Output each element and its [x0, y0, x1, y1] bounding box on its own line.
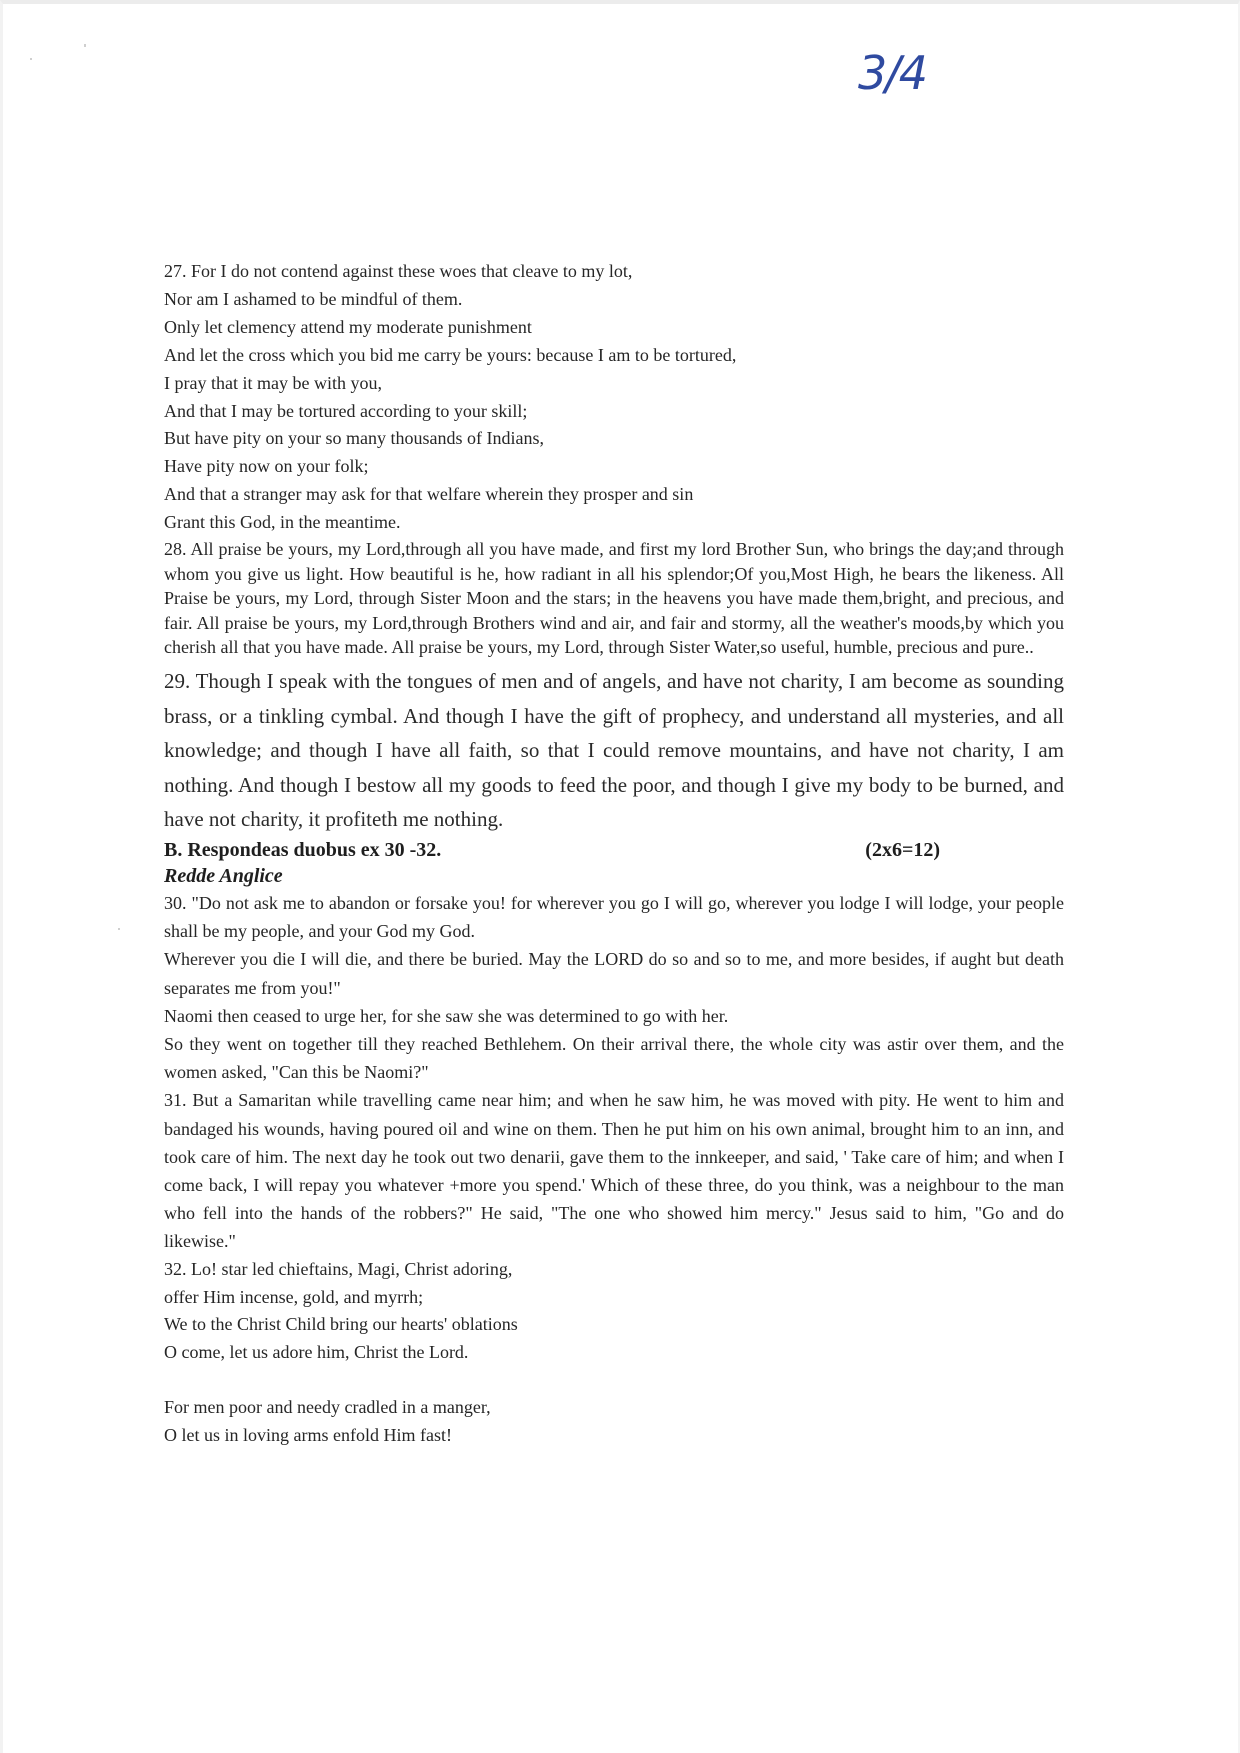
q30-paragraph: So they went on together till they reached Bethlehem. On their arrival there, the whole city was astir over them, and the women asked, "Can this be Naomi?": [164, 1034, 1064, 1083]
q27-line: Only let clemency attend my moderate punishment: [164, 316, 532, 337]
q32-line: offer Him incense, gold, and myrrh;: [164, 1286, 424, 1307]
q32-line: O let us in loving arms enfold Him fast!: [164, 1425, 452, 1446]
q27-line: 27. For I do not contend against these woes that cleave to my lot,: [164, 261, 633, 281]
question-29: 29. Though I speak with the tongues of men and of angels, and have not charity, I am become as sounding brass, or a tinkling cymbal. And though I have the gift of prophecy, and understand all mysteries, and all knowledge; and though I have all faith, so that I could remove mountains, and have not charity, I am nothing. And though I bestow all my goods to feed the poor, and though I give my body to be burned, and have not charity, it profiteth me nothing.: [164, 669, 1064, 832]
scan-speck: [30, 58, 32, 60]
section-b-instruction: Redde Anglice: [164, 865, 283, 887]
q32-line: For men poor and needy cradled in a manger,: [164, 1397, 491, 1418]
question-32: [164, 1256, 1064, 1450]
q32-line: We to the Christ Child bring our hearts' oblations: [164, 1314, 518, 1335]
section-b-heading: B. Respondeas duobus ex 30 -32.: [164, 839, 442, 861]
q27-line: But have pity on your so many thousands of Indians,: [164, 428, 544, 449]
q27-line: Have pity now on your folk;: [164, 456, 369, 477]
q30-paragraph: Wherever you die I will die, and there be buried. May the LORD do so and so to me, and more besides, if aught but death separates me from you!": [164, 949, 1064, 998]
q30-paragraph: Naomi then ceased to urge her, for she saw she was determined to go with her.: [164, 1005, 729, 1026]
q27-line: I pray that it may be with you,: [164, 372, 382, 393]
q27-line: And that I may be tortured according to your skill;: [164, 400, 528, 421]
scan-speck: [118, 928, 120, 930]
q27-line: And let the cross which you bid me carry be yours: because I am to be tortured,: [164, 344, 737, 365]
question-30: [164, 889, 1064, 1086]
q32-line: O come, let us adore him, Christ the Lord.: [164, 1342, 469, 1363]
section-b-heading-row: [164, 837, 940, 863]
q27-line: Nor am I ashamed to be mindful of them.: [164, 288, 463, 309]
question-28: 28. All praise be yours, my Lord,through all you have made, and first my lord Brother Sun, who brings the day;and through whom you give us light. How beautiful is he, how radiant in all his splendor;Of you,Most High, he bears the likeness. All Praise be yours, my Lord, through Sister Moon and the stars; in the heavens you have made them,bright, and precious, and fair. All praise be yours, my Lord,through Brothers wind and air, and fair and stormy, all the weather's moods,by which you cherish all that you have made. All praise be yours, my Lord, through Sister Water,so useful, humble, precious and pure..: [164, 539, 1064, 658]
section-b-marks: (2x6=12): [865, 839, 940, 861]
handwritten-page-number: 3/4: [858, 46, 927, 100]
scan-speck: [84, 44, 86, 47]
stanza-gap: [164, 1367, 1064, 1394]
question-27: [164, 258, 1064, 537]
question-31: 31. But a Samaritan while travelling came near him; and when he saw him, he was moved with pity. He went to him and bandaged his wounds, having poured oil and wine on them. Then he put him on his own animal, brought him to an inn, and took care of him. The next day he took out two denarii, gave them to the innkeeper, and said, ' Take care of him; and when I come back, I will repay you whatever +more you spend.' Which of these three, do you think, was a neighbour to the man who fell into the hands of the robbers?" He said, "The one who showed him mercy." Jesus said to him, "Go and do likewise.": [164, 1090, 1064, 1252]
q30-paragraph: 30. "Do not ask me to abandon or forsake you! for wherever you go I will go, wherever you lodge I will lodge, your people shall be my people, and your God my God.: [164, 893, 1064, 942]
q27-line: Grant this God, in the meantime.: [164, 512, 401, 533]
q27-line: And that a stranger may ask for that welfare wherein they prosper and sin: [164, 484, 694, 505]
q32-line: 32. Lo! star led chieftains, Magi, Christ adoring,: [164, 1258, 513, 1279]
document-body: [164, 258, 1064, 1450]
